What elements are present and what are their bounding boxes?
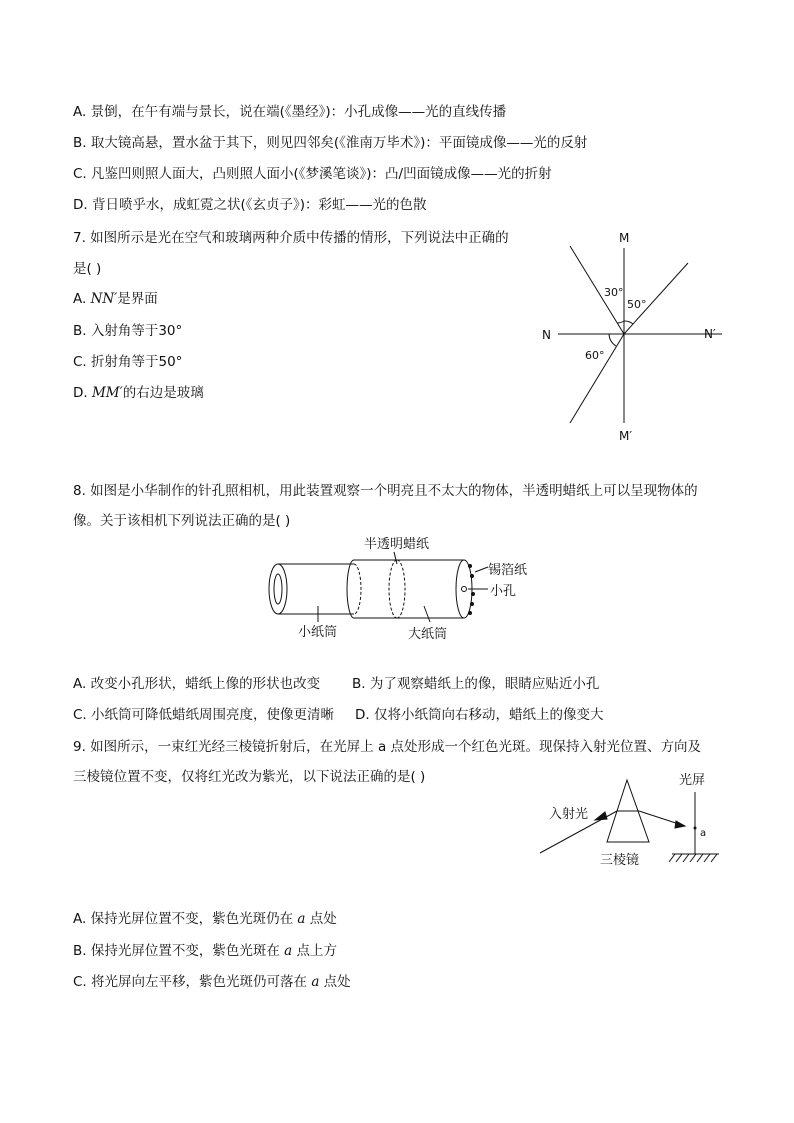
q8-pinhole-camera-diagram	[262, 532, 542, 647]
pinhole	[462, 587, 467, 592]
q6-option-d: D. 背日喷乎水，成虹霓之状(《玄贞子》)：彩虹——光的色散	[73, 197, 427, 213]
q8-option-d: D. 仅将小纸筒向右移动，蜡纸上的像变大	[355, 707, 604, 723]
q7-math-mm: MM′	[91, 385, 123, 401]
angle-label-30: 30°	[604, 286, 624, 299]
q7-option-a: A. NN′是界面	[73, 291, 158, 307]
angle-label-60: 60°	[585, 349, 605, 362]
label-n-prime: N′	[704, 327, 716, 341]
q9-option-a: A. 保持光屏位置不变，紫色光斑仍在 a 点处	[73, 911, 337, 927]
q8-stem-line1: 8. 如图是小华制作的针孔照相机，用此装置观察一个明亮且不太大的物体，半透明蜡纸上可以呈现物体的	[73, 483, 698, 499]
label-pinhole: 小孔	[490, 584, 517, 599]
label-big-tube: 大纸筒	[408, 627, 448, 642]
point-a-marker	[694, 827, 697, 830]
angle-arc-50	[624, 321, 633, 324]
wax-paper-front	[397, 560, 405, 618]
big-tube-left-edge	[347, 560, 354, 618]
label-a: a	[700, 828, 707, 839]
wax-paper-back	[389, 560, 397, 618]
q9-prism-diagram	[535, 768, 725, 878]
q7-option-b: B. 入射角等于30°	[73, 323, 183, 339]
label-wax-paper: 半透明蜡纸	[364, 537, 430, 552]
label-screen: 光屏	[679, 773, 706, 788]
small-tube-inner	[274, 574, 282, 604]
q9-option-b: B. 保持光屏位置不变，紫色光斑在 a 点上方	[73, 943, 337, 959]
label-small-tube: 小纸筒	[298, 625, 338, 640]
q8-option-b: B. 为了观察蜡纸上的像，眼睛应贴近小孔	[352, 676, 600, 692]
label-m: M	[619, 231, 630, 245]
q9-stem-line1: 9. 如图所示，一束红光经三棱镜折射后，在光屏上 a 点处形成一个红色光斑。现保持入射光位置、方向及	[73, 739, 702, 755]
label-m-prime: M′	[619, 429, 633, 443]
label-tin-foil: 锡箔纸	[488, 563, 528, 578]
q7-stem-line1: 7. 如图所示是光在空气和玻璃两种介质中传播的情形，下列说法中正确的	[73, 230, 509, 246]
label-prism: 三棱镜	[600, 853, 640, 868]
angle-arc-30	[617, 321, 624, 323]
exit-arrow	[675, 821, 685, 828]
q7-option-c: C. 折射角等于50°	[73, 354, 183, 370]
angle-arc-60	[609, 334, 616, 346]
q7-option-d: D. MM′的右边是玻璃	[73, 385, 204, 401]
label-n: N	[542, 328, 551, 342]
angle-label-50: 50°	[627, 298, 647, 311]
small-tube-end	[269, 564, 287, 614]
incident-arrow	[595, 812, 607, 820]
q6-option-a: A. 景倒，在午有端与景长，说在端(《墨经》)：小孔成像——光的直线传播	[73, 104, 507, 120]
q7-refraction-diagram	[530, 228, 730, 448]
q8-stem-line2: 像。关于该相机下列说法正确的是( )	[73, 513, 291, 529]
q8-option-c: C. 小纸筒可降低蜡纸周围亮度，使像更清晰	[73, 707, 335, 723]
q6-option-c: C. 凡鉴凹则照人面大，凸则照人面小(《梦溪笔谈》)：凸/凹面镜成像——光的折射	[73, 166, 552, 182]
q9-stem-line2: 三棱镜位置不变，仅将红光改为紫光，以下说法正确的是( )	[73, 769, 426, 785]
q8-option-a: A. 改变小孔形状，蜡纸上像的形状也改变	[73, 676, 321, 692]
ray-lower-left	[570, 334, 624, 423]
q6-option-b: B. 取大镜高悬，置水盆于其下，则见四邻矣(《淮南万毕术》)：平面镜成像——光的反射	[73, 135, 588, 151]
q7-math-nn: NN′	[90, 291, 118, 307]
q9-option-c: C. 将光屏向左平移，紫色光斑仍可落在 a 点处	[73, 974, 351, 990]
q7-stem-line2: 是( )	[73, 261, 102, 277]
label-incident-light: 入射光	[549, 807, 589, 822]
